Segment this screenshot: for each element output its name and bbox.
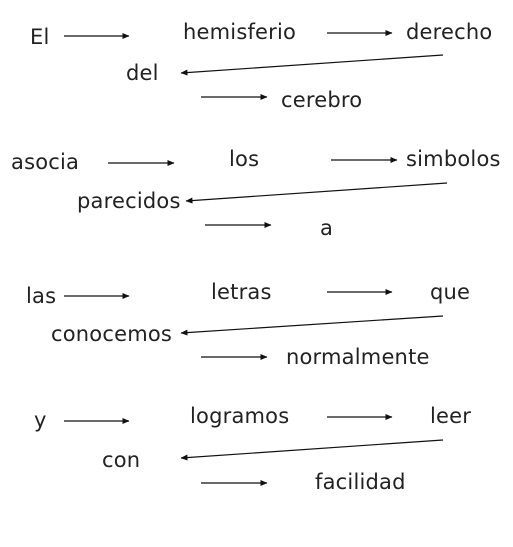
word-asocia: asocia xyxy=(11,150,80,174)
word-los: los xyxy=(229,147,260,171)
word-cerebro: cerebro xyxy=(281,88,363,112)
word-parecidos: parecidos xyxy=(77,189,181,213)
word-que: que xyxy=(430,280,471,304)
arrow-3-3 xyxy=(181,316,443,333)
word-hemisferio: hemisferio xyxy=(183,20,297,44)
word-con: con xyxy=(102,448,141,472)
word-logramos: logramos xyxy=(190,404,290,428)
arrow-4-3 xyxy=(181,440,443,458)
word-conocemos: conocemos xyxy=(51,322,173,346)
word-y: y xyxy=(34,408,47,432)
word-letras: letras xyxy=(211,280,272,304)
word-del: del xyxy=(126,61,159,85)
word-las: las xyxy=(26,284,57,308)
arrow-2-3 xyxy=(186,183,447,201)
word-simbolos: simbolos xyxy=(406,147,501,171)
word-normalmente: normalmente xyxy=(286,345,430,369)
word-facilidad: facilidad xyxy=(315,470,406,494)
arrow-1-3 xyxy=(181,55,443,73)
word-a: a xyxy=(320,216,334,240)
word-el: El xyxy=(30,25,50,49)
word-derecho: derecho xyxy=(406,20,493,44)
word-leer: leer xyxy=(430,404,472,428)
